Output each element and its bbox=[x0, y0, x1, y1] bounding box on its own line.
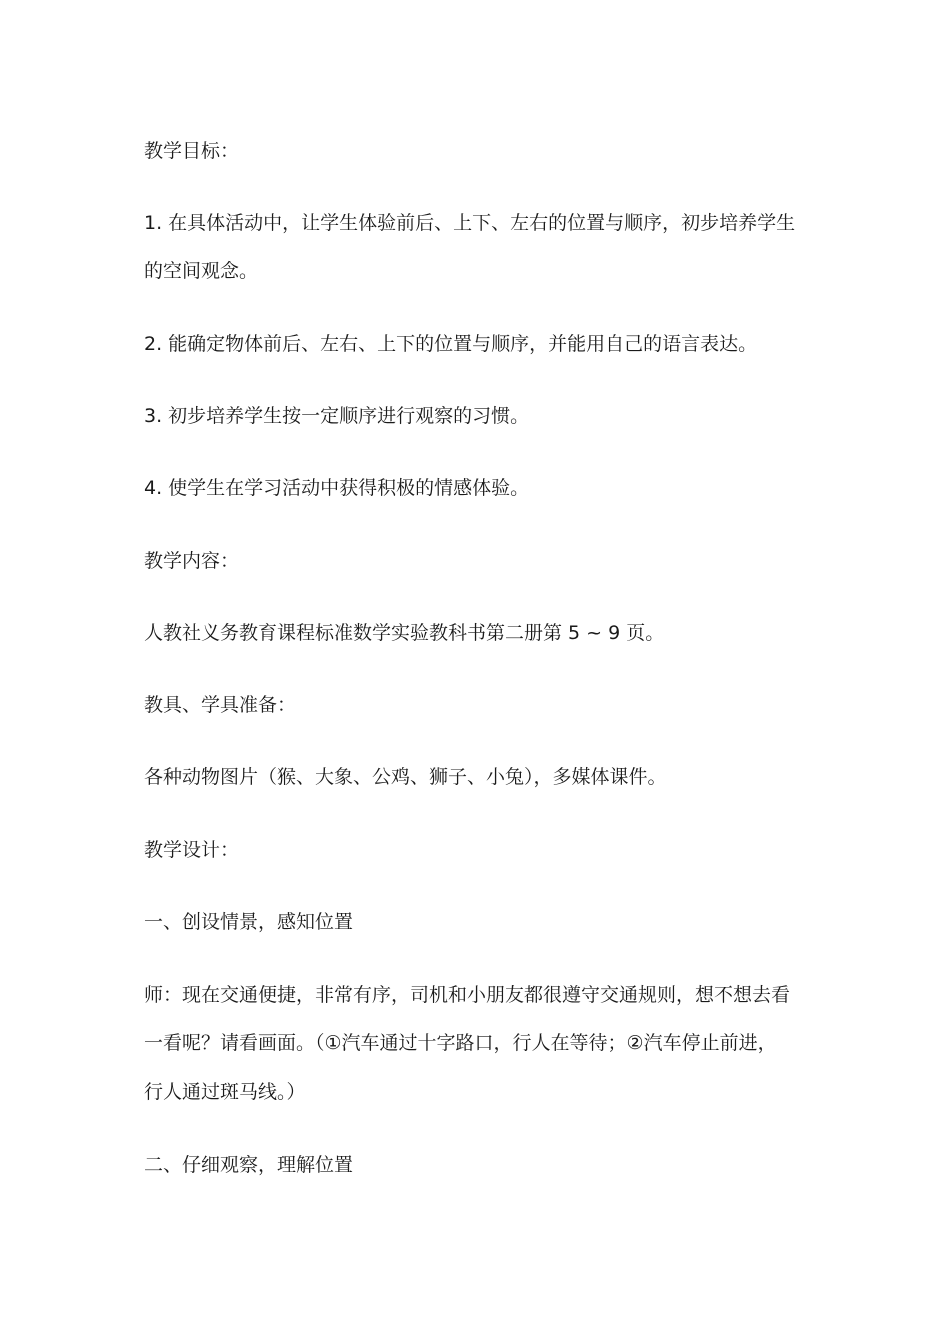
section-1-title: 一、创设情景，感知位置 bbox=[144, 911, 354, 933]
goal-3: 3. 初步培养学生按一定顺序进行观察的习惯。 bbox=[144, 405, 530, 427]
teacher-paragraph-line-1: 师：现在交通便捷，非常有序，司机和小朋友都很遵守交通规则，想不想去看 bbox=[144, 984, 791, 1006]
content-text: 人教社义务教育课程标准数学实验教科书第二册第 5 ~ 9 页。 bbox=[144, 622, 665, 644]
goal-4: 4. 使学生在学习活动中获得积极的情感体验。 bbox=[144, 477, 530, 499]
teacher-paragraph-line-2: 一看呢？请看画面。（①汽车通过十字路口，行人在等待；②汽车停止前进， bbox=[144, 1032, 777, 1054]
heading-materials: 教具、学具准备： bbox=[144, 694, 297, 716]
goal-2: 2. 能确定物体前后、左右、上下的位置与顺序，并能用自己的语言表达。 bbox=[144, 333, 758, 355]
section-2-title: 二、仔细观察，理解位置 bbox=[144, 1154, 354, 1176]
goal-1-line-1: 1. 在具体活动中，让学生体验前后、上下、左右的位置与顺序，初步培养学生 bbox=[144, 212, 796, 234]
materials-text: 各种动物图片（猴、大象、公鸡、狮子、小兔），多媒体课件。 bbox=[144, 766, 667, 788]
goal-1-line-2: 的空间观念。 bbox=[144, 260, 259, 282]
heading-teaching-content: 教学内容： bbox=[144, 550, 240, 572]
teacher-paragraph-line-3: 行人通过斑马线。） bbox=[144, 1081, 306, 1103]
heading-teaching-design: 教学设计： bbox=[144, 839, 240, 861]
heading-teaching-goals: 教学目标： bbox=[144, 140, 240, 162]
